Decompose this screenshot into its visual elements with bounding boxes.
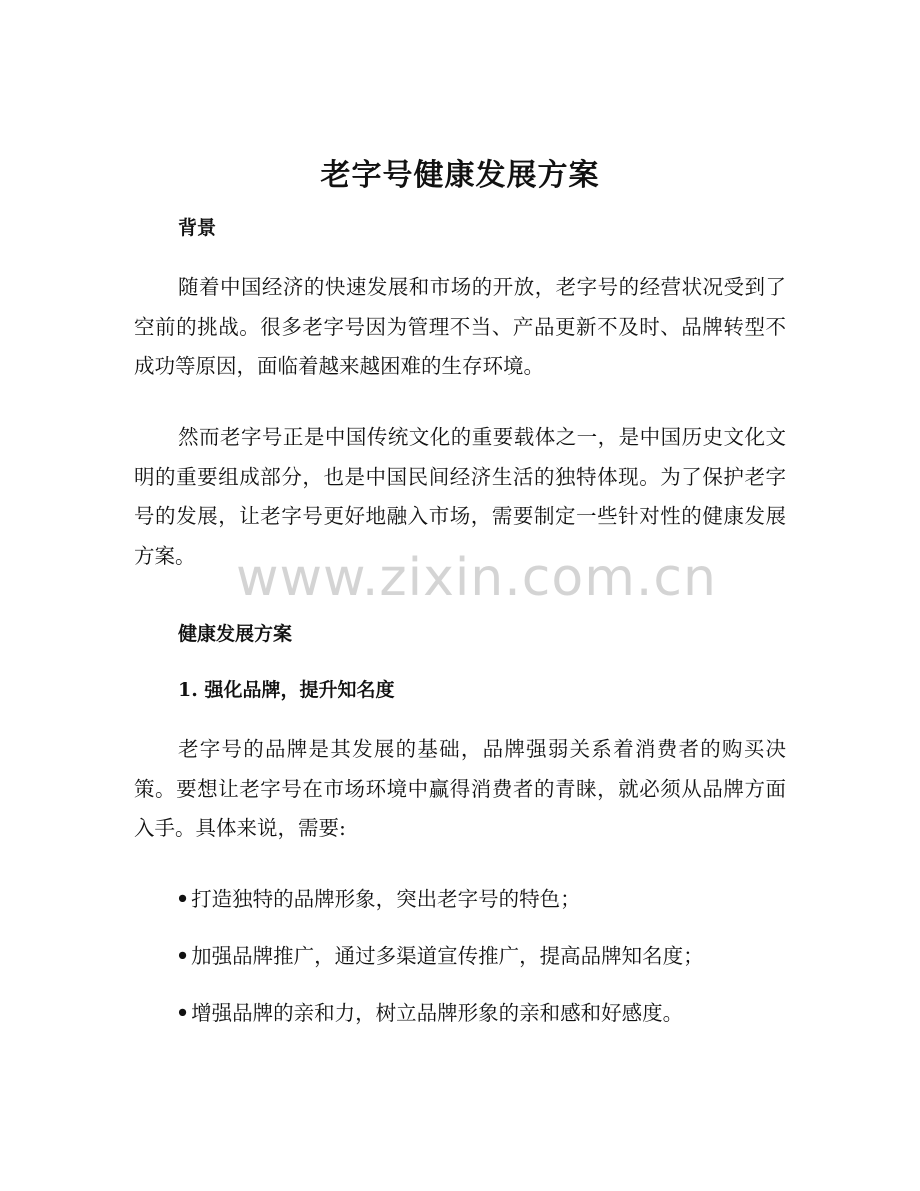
bullet-item	[176, 884, 796, 914]
bullet-dot: •	[176, 887, 190, 911]
bullet-dot: •	[176, 1001, 190, 1025]
paragraph-brand: 老字号的品牌是其发展的基础，品牌强弱关系着消费者的购买决策。要想让老字号在市场环境中赢得消费者的青睐，就必须从品牌方面入手。具体来说，需要:	[134, 737, 786, 840]
subheading-brand: 1. 强化品牌，提升知名度	[178, 679, 395, 701]
bullet-text: 打造独特的品牌形象，突出老字号的特色；	[191, 887, 581, 911]
bullet-dot: •	[176, 944, 190, 968]
document-title: 老字号健康发展方案	[320, 158, 600, 193]
paragraph-background-1: 随着中国经济的快速发展和市场的开放，老字号的经营状况受到了空前的挑战。很多老字号因为管理不当、产品更新不及时、品牌转型不成功等原因，面临着越来越困难的生存环境。	[134, 275, 786, 378]
watermark: www.zixin.com.cn	[236, 548, 717, 608]
bullet-text: 加强品牌推广，通过多渠道宣传推广，提高品牌知名度；	[191, 944, 704, 968]
bullet-item	[176, 941, 796, 971]
section-heading-background: 背景	[178, 217, 217, 239]
bullet-text: 增强品牌的亲和力，树立品牌形象的亲和感和好感度。	[191, 1001, 684, 1025]
paragraph-background-2: 然而老字号正是中国传统文化的重要载体之一，是中国历史文化文明的重要组成部分，也是中国民间经济生活的独特体现。为了保护老字号的发展，让老字号更好地融入市场，需要制定一些针对性的健康发展方案。	[134, 425, 786, 568]
bullet-item	[176, 998, 796, 1028]
section-heading-plan: 健康发展方案	[178, 623, 293, 645]
